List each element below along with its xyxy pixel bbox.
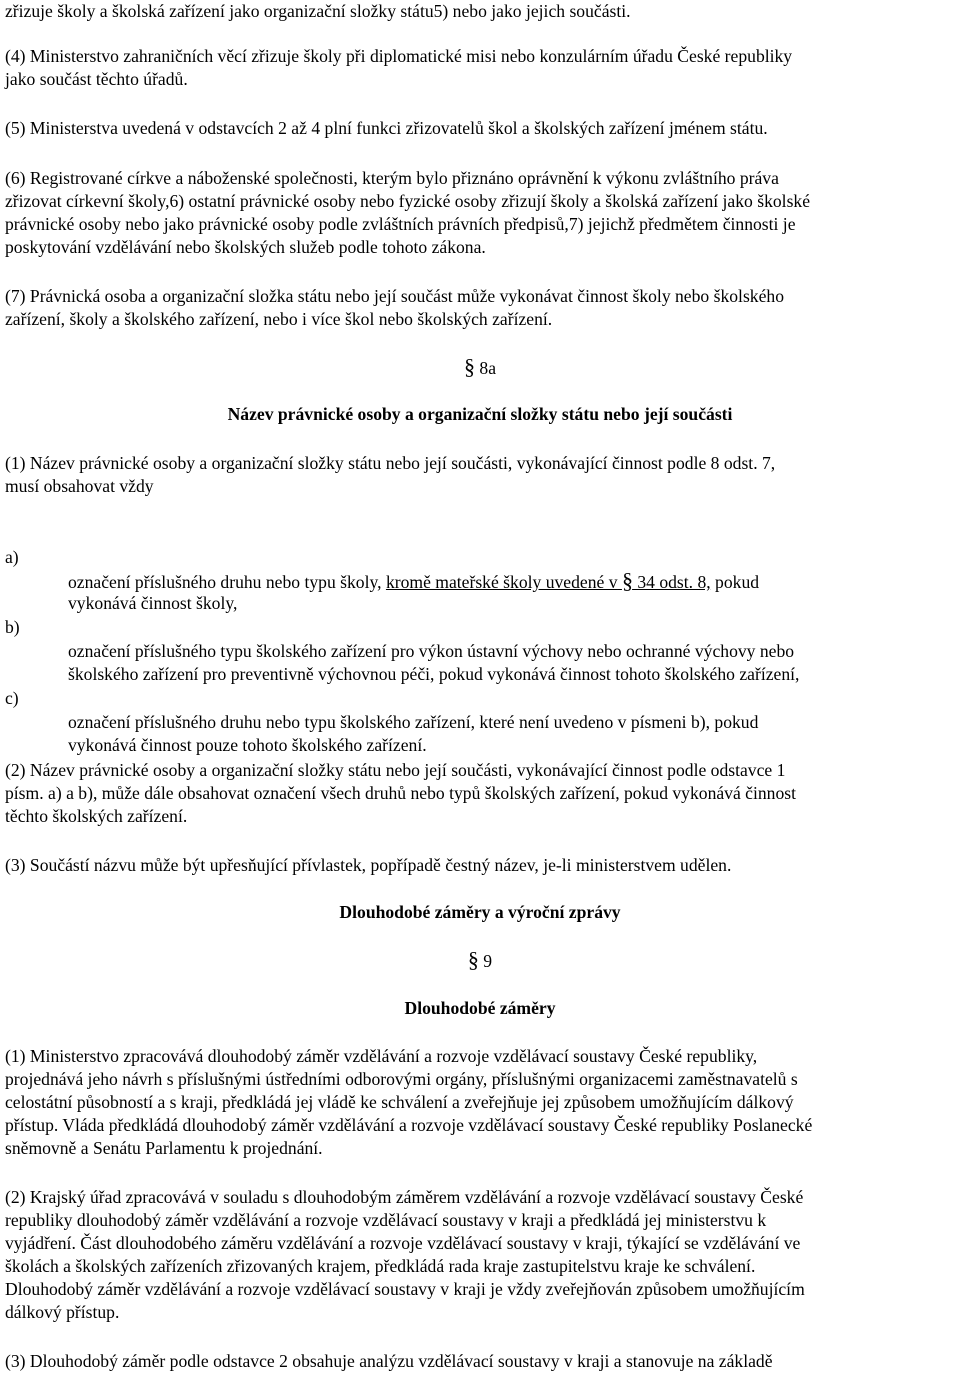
paragraph-7-line-1: (7) Právnická osoba a organizační složka státu nebo její součást může vykonávat činnost školy nebo školského [5, 286, 784, 306]
section-symbol: § [467, 947, 479, 972]
section-8a-paragraph-1-line-1: (1) Název právnické osoby a organizační složky státu nebo její součásti, vykonávající činnost podle 8 odst. 7, [5, 453, 776, 473]
paragraph-4-line-2: jako součást těchto úřadů. [5, 69, 188, 89]
list-item-b-line-1: označení příslušného typu školského zařízení pro výkon ústavní výchovy nebo ochranné výchovy nebo [68, 641, 795, 661]
section-9-paragraph-2-line-1: (2) Krajský úřad zpracovává v souladu s dlouhodobým záměrem vzdělávání a rozvoje vzdělávací soustavy České [5, 1187, 804, 1207]
section-8a-paragraph-2-line-1: (2) Název právnické osoby a organizační složky státu nebo její součásti, vykonávající činnost podle odstavce 1 [5, 760, 786, 780]
list-label-a: a) [5, 547, 19, 567]
section-8a-paragraph-1-line-2: musí obsahovat vždy [5, 476, 154, 496]
paragraph-5: (5) Ministerstva uvedená v odstavcích 2 až 4 plní funkci zřizovatelů škol a školských zařízení jménem státu. [5, 118, 768, 138]
section-9-paragraph-2-line-3: vyjádření. Část dlouhodobého záměru vzdělávání a rozvoje vzdělávací soustavy v kraji, týkající se vzdělávání ve [5, 1233, 801, 1253]
section-8a-paragraph-2-line-3: těchto školských zařízení. [5, 806, 188, 826]
list-item-c-line-1: označení příslušného druhu nebo typu školského zařízení, které není uvedeno v písmeni b), pokud [68, 712, 759, 732]
section-9-paragraph-1-line-1: (1) Ministerstvo zpracovává dlouhodobý záměr vzdělávání a rozvoje vzdělávací soustavy České republiky, [5, 1046, 758, 1066]
part-title: Dlouhodobé záměry a výroční zprávy [339, 902, 621, 922]
section-9-paragraph-1-line-2: projednává jeho návrh s příslušnými ústředními odborovými orgány, příslušnými organizacemi zaměstnavatelů s [5, 1069, 798, 1089]
paragraph-6-line-3: právnické osoby nebo jako právnické osoby podle zvláštních právních předpisů,7) jejichž předmětem činnosti je [5, 214, 796, 234]
law-reference-number: 34 odst. 8, [632, 572, 711, 592]
section-9-paragraph-1-line-4: přístup. Vláda předkládá dlouhodobý záměr vzdělávání a rozvoje vzdělávací soustavy České republiky Poslanecké [5, 1115, 813, 1135]
section-8a-heading [0, 355, 960, 380]
section-9-paragraph-1-line-5: sněmovně a Senátu Parlamentu k projednání. [5, 1138, 323, 1158]
section-9-heading [0, 948, 960, 973]
section-9-paragraph-1-line-3: celostátní působností a s kraji, předkládá jej vládě ke schválení a zveřejňuje jej způsobem umožňujícím dálkový [5, 1092, 794, 1112]
section-8a-paragraph-3: (3) Součástí názvu může být upřesňující přívlastek, popřípadě čestný název, je-li ministerstvem udělen. [5, 855, 732, 875]
list-item-a-line-1 [68, 569, 759, 594]
section-8a-paragraph-2-line-2: písm. a) a b), může dále obsahovat označení všech druhů nebo typů školských zařízení, pokud vykonává činnost [5, 783, 797, 803]
section-9-paragraph-3-line-1: (3) Dlouhodobý záměr podle odstavce 2 obsahuje analýzu vzdělávací soustavy v kraji a stanovuje na základě [5, 1351, 773, 1371]
text-line: zřizuje školy a školská zařízení jako organizační složky státu5) nebo jako jejich součásti. [5, 1, 631, 21]
paragraph-7-line-2: zařízení, školy a školského zařízení, nebo i více škol nebo školských zařízení. [5, 309, 553, 329]
paragraph-6-line-2: zřizovat církevní školy,6) ostatní právnické osoby nebo fyzické osoby zřizují školy a školská zařízení jako školské [5, 191, 811, 211]
section-symbol: § [463, 354, 475, 379]
list-item-b-line-2: školského zařízení pro preventivně výchovnou péči, pokud vykonává činnost tohoto školského zařízení, [68, 664, 800, 684]
section-number: 9 [483, 951, 493, 971]
paragraph-6-line-4: poskytování vzdělávání nebo školských služeb podle tohoto zákona. [5, 237, 486, 257]
section-9-paragraph-2-line-2: republiky dlouhodobý záměr vzdělávání a rozvoje vzdělávací soustavy v kraji a předkládá jej ministerstvu k [5, 1210, 767, 1230]
section-symbol: § [621, 568, 633, 593]
list-label-b: b) [5, 617, 20, 637]
paragraph-4-line-1: (4) Ministerstvo zahraničních věcí zřizuje školy při diplomatické misi nebo konzulárním úřadu České republiky [5, 46, 793, 66]
paragraph-6-line-1: (6) Registrované církve a náboženské společnosti, kterým bylo přiznáno oprávnění k výkonu zvláštního práva [5, 168, 779, 188]
law-reference-link[interactable] [385, 568, 711, 593]
list-item-a-text: označení příslušného druhu nebo typu školy, [68, 572, 386, 592]
section-9-title: Dlouhodobé záměry [404, 998, 556, 1018]
section-9-paragraph-2-line-4: školách a školských zařízeních zřizovaných krajem, předkládá rada kraje zastupitelstvu kraje ke schválení. [5, 1256, 756, 1276]
list-item-a-text-end: pokud [710, 572, 760, 592]
list-item-c-line-2: vykonává činnost pouze tohoto školského zařízení. [68, 735, 427, 755]
section-9-paragraph-2-line-6: dálkový přístup. [5, 1302, 120, 1322]
section-number: 8a [479, 358, 496, 378]
list-label-c: c) [5, 688, 19, 708]
list-item-a-line-2: vykonává činnost školy, [68, 593, 238, 613]
law-reference-text: kromě mateřské školy uvedené v [385, 572, 618, 592]
section-9-paragraph-2-line-5: Dlouhodobý záměr vzdělávání a rozvoje vzdělávací soustavy v kraji je vždy zveřejňován způsobem umožňujícím [5, 1279, 805, 1299]
section-8a-title: Název právnické osoby a organizační složky státu nebo její součásti [227, 404, 733, 424]
